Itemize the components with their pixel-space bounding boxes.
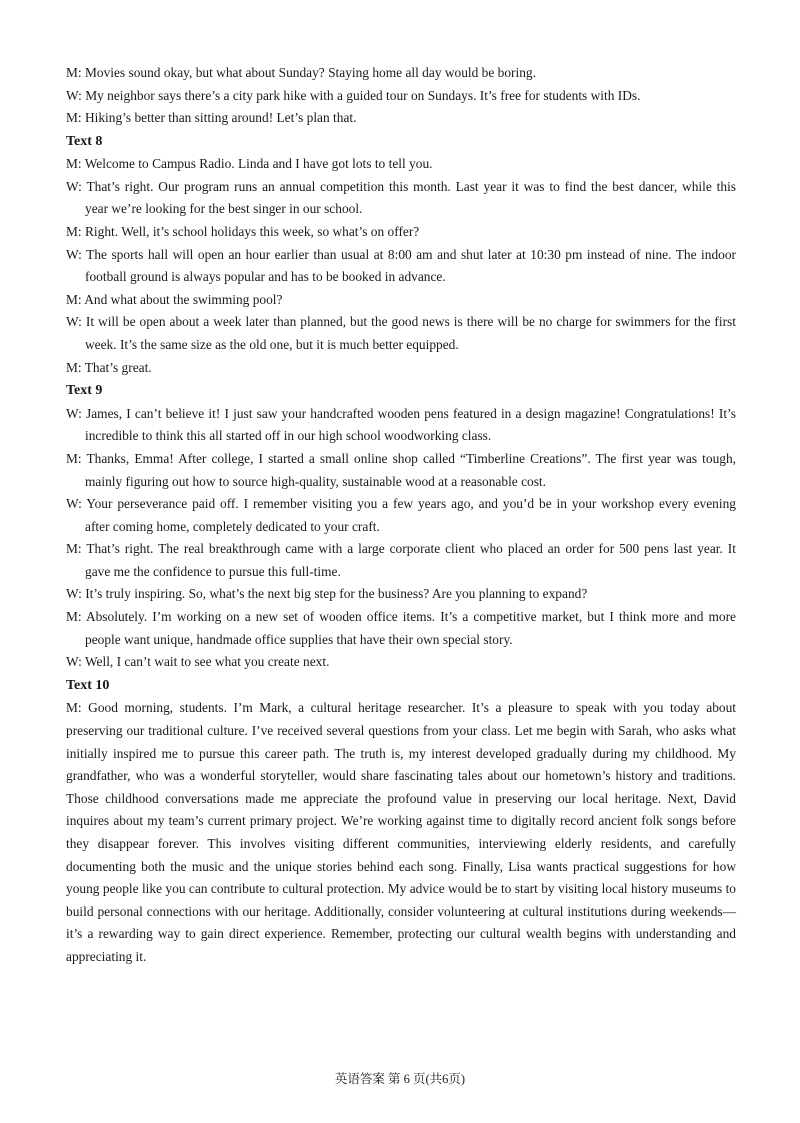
transcript-line: year we’re looking for the best singer in our school. [85,201,363,217]
transcript-line: M: That’s great. [66,359,152,375]
transcript-line: W: It will be open about a week later than planned, but the good news is there will be no charge for swimmers for the first [66,314,736,330]
transcript-line: W: It’s truly inspiring. So, what’s the next big step for the business? Are you planning to expand? [66,586,588,602]
transcript-line: M: Movies sound okay, but what about Sunday? Staying home all day would be boring. [66,65,536,80]
transcript-line: football ground is always popular and has to be booked in advance. [85,269,446,285]
section-heading: Text 9 [66,383,103,399]
transcript-line: inquires about my team’s current primary project. We’re working against time to digitally record ancient folk songs before [66,813,736,829]
section-heading: Text 10 [66,677,110,693]
transcript-line: incredible to think this all started off in our high school woodworking class. [85,428,492,444]
transcript-content [66,62,736,968]
transcript-line: M: Hiking’s better than sitting around! Let’s plan that. [66,110,357,126]
transcript-line: mainly figuring out how to source high-quality, sustainable wood at a reasonable cost. [85,473,547,489]
transcript-line: M: That’s right. The real breakthrough came with a large corporate client who placed an order for 500 pens last year. It [66,541,736,557]
transcript-line: initially inspired me to pursue this career path. The truth is, my interest developed gradually during my childhood. My [66,745,736,761]
transcript-line: W: That’s right. Our program runs an annual competition this month. Last year it was to find the best dancer, while this [66,178,736,194]
transcript-line: grandfather, who was a wonderful storyteller, would share fascinating tales about our hometown’s history and traditions. [66,768,736,784]
transcript-line: M: Thanks, Emma! After college, I started a small online shop called “Timberline Creations”. The first year was tough, [66,450,736,466]
transcript-line: W: Your perseverance paid off. I remember visiting you a few years ago, and you’d be in your workshop every evening [66,496,736,512]
transcript-line: appreciating it. [66,948,147,964]
transcript-line: W: The sports hall will open an hour earlier than usual at 8:00 am and shut later at 10:30 pm instead of nine. The indoor [66,246,736,262]
transcript-line: preserving our traditional culture. I’ve received several questions from your class. Let me begin with Sarah, who asks what [66,722,736,738]
page-footer: 英语答案 第 6 页(共6页) [334,1072,466,1086]
transcript-line: M: Absolutely. I’m working on a new set of wooden office items. It’s a competitive market, but I think more and more [66,609,736,625]
transcript-line: W: Well, I can’t wait to see what you create next. [66,654,330,670]
transcript-line: M: Right. Well, it’s school holidays this week, so what’s on offer? [66,224,420,240]
transcript-line: gave me the confidence to pursue this full-time. [85,563,341,579]
transcript-line: M: Welcome to Campus Radio. Linda and I have got lots to tell you. [66,156,433,172]
transcript-line: week. It’s the same size as the old one, but it is much better equipped. [85,337,459,353]
transcript-line: M: Good morning, students. I’m Mark, a cultural heritage researcher. It’s a pleasure to speak with you today about [66,700,736,716]
transcript-line: after coming home, completely dedicated to your craft. [85,518,380,534]
section-heading: Text 8 [66,133,103,149]
transcript-line: it’s a rewarding way to gain direct experience. Remember, protecting our cultural wealth begins with understanding and [66,926,736,942]
transcript-line: they disappear forever. This involves visiting different communities, interviewing elderly residents, and carefully [66,835,736,851]
transcript-line: young people like you can contribute to cultural protection. My advice would be to start by visiting local history museums to [66,881,736,897]
transcript-line: W: James, I can’t believe it! I just saw your handcrafted wooden pens featured in a design magazine! Congratulations! It’s [66,405,736,421]
transcript-line: W: My neighbor says there’s a city park hike with a guided tour on Sundays. It’s free for students with IDs. [66,87,641,103]
transcript-line: build personal connections with our heritage. Additionally, consider volunteering at cultural institutions during weekends— [66,903,736,919]
transcript-line: documenting both the music and the unique stories behind each song. Finally, Lisa wants practical suggestions for how [66,858,736,874]
transcript-line: M: And what about the swimming pool? [66,291,283,307]
transcript-line: Those childhood conversations made me appreciate the profound value in preserving our local heritage. Next, David [66,790,736,806]
transcript-line: people want unique, handmade office supplies that have their own special story. [85,631,513,647]
